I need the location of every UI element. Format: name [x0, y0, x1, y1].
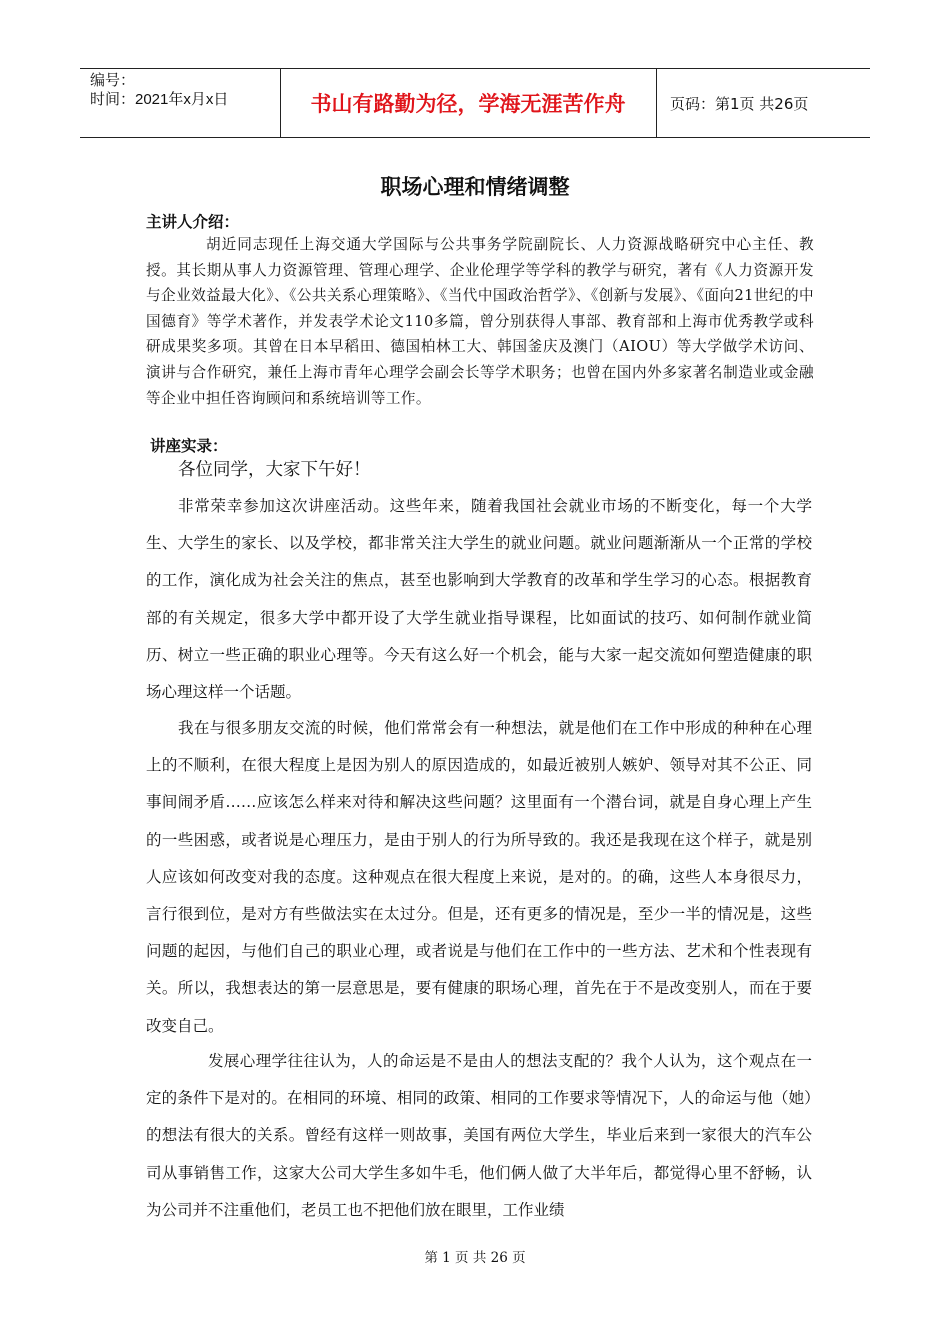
document-title: 职场心理和情绪调整 — [380, 175, 570, 199]
paragraph: 非常荣幸参加这次讲座活动。这些年来，随着我国社会就业市场的不断变化，每一个大学生、大学生的家长、以及学校，都非常关注大学生的就业问题。就业问题渐渐从一个正常的学校的工作，演化成为社会关注的焦点，甚至也影响到大学教育的改革和学生学习的心态。根据教育部的有关规定，很多大学中都开设了大学生就业指导课程，比如面试的技巧、如何制作就业简历、树立一些正确的职业心理等。今天有这么好一个机会，能与大家一起交流如何塑造健康的职场心理这样一个话题。 — [146, 497, 812, 702]
number-label: 编号： — [90, 72, 136, 89]
speaker-intro — [146, 232, 814, 411]
speaker-label: 主讲人介绍： — [146, 213, 240, 231]
header-divider — [656, 69, 657, 137]
header-page-info — [664, 69, 870, 137]
speaker-intro-text: 胡近同志现任上海交通大学国际与公共事务学院副院长、人力资源战略研究中心主任、教授。其长期从事人力资源管理、管理心理学、企业伦理学等学科的教学与研究，著有《人力资源开发与企业效益最大化》、《公共关系心理策略》、《当代中国政治哲学》、《创新与发展》、《面向21世纪的中国德育》等学术著作，并发表学术论文110多篇，曾分别获得人事部、教育部和上海市优秀教学或科研成果奖多项。其曾在日本早稻田、德国柏林工大、韩国釜庆及澳门（AIOU）等大学做学术访问、演讲与合作研究，兼任上海市青年心理学会副会长等学术职务；也曾在国内外多家著名制造业或金融等企业中担任咨询顾问和系统培训等工作。 — [146, 236, 814, 407]
page-header — [80, 68, 870, 138]
header-meta — [90, 71, 270, 109]
lecture-label: 讲座实录： — [150, 437, 228, 455]
page-footer: 第 1 页 共 26 页 — [424, 1250, 526, 1266]
paragraph: 发展心理学往往认为，人的命运是不是由人的想法支配的？我个人认为，这个观点在一定的条件下是对的。在相同的环境、相同的政策、相同的工作要求等情况下，人的命运与他（她）的想法有很大的关系。曾经有这样一则故事，美国有两位大学生，毕业后来到一家很大的汽车公司从事销售工作，这家大公司大学生多如牛毛，他们俩人做了大半年后，都觉得心里不舒畅，认为公司并不注重他们，老员工也不把他们放在眼里，工作业绩 — [146, 1052, 812, 1219]
page-info-text: 页码：第1页 共26页 — [670, 94, 809, 113]
paragraph: 我在与很多朋友交流的时候，他们常常会有一种想法，就是他们在工作中形成的种种在心理上的不顺利，在很大程度上是因为别人的原因造成的，如最近被别人嫉妒、领导对其不公正、同事间闹矛盾……应该怎么样来对待和解决这些问题？这里面有一个潜台词，就是自身心理上产生的一些困惑，或者说是心理压力，是由于别人的行为所导致的。我还是我现在这个样子，就是别人应该如何改变对我的态度。这种观点在很大程度上来说，是对的。的确，这些人本身很尽力，言行很到位，是对方有些做法实在太过分。但是，还有更多的情况是，至少一半的情况是，这些问题的起因，与他们自己的职业心理，或者说是与他们在工作中的一些方法、艺术和个性表现有关。所以，我想表达的第一层意思是，要有健康的职场心理，首先在于不是改变别人，而在于要改变自己。 — [146, 719, 812, 1035]
greeting: 各位同学，大家下午好！ — [178, 460, 371, 480]
date-label: 时间：2021年x月x日 — [90, 91, 229, 108]
header-motto: 书山有路勤为径，学海无涯苦作舟 — [310, 92, 626, 116]
